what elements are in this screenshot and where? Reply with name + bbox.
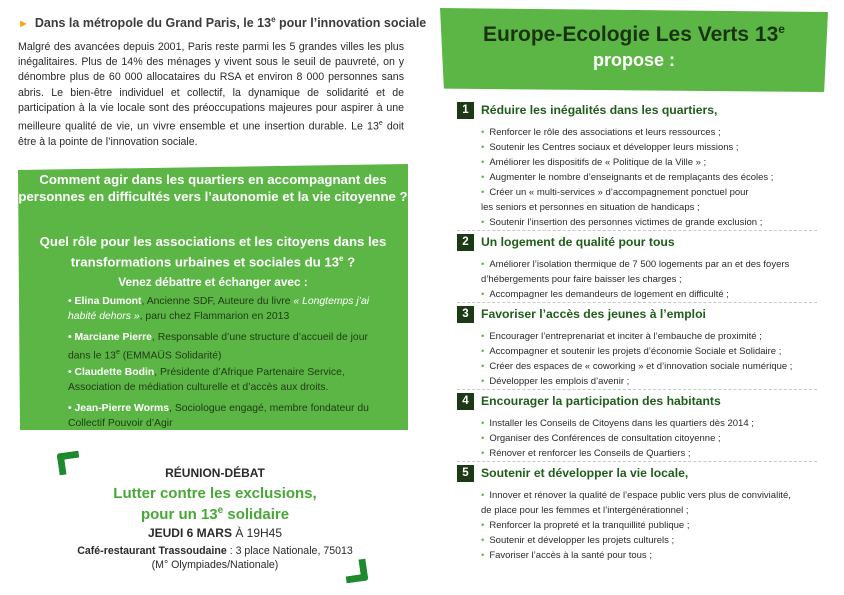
- guest-elina-dumont: [68, 295, 388, 324]
- guest-jean-pierre-worms: [68, 402, 388, 431]
- event-venue-address: : 3 place Nationale, 75013: [226, 545, 353, 557]
- guest-name: • Claudette Bodin: [68, 367, 155, 378]
- section-4-title: Encourager la participation des habitants: [481, 394, 721, 408]
- event-date-time: À 19H45: [231, 526, 283, 540]
- event-address: [60, 545, 370, 559]
- intro-body-part-1: Malgré des avancées depuis 2001, Paris reste parmi les 5 grandes villes les plus inégalitaires. Plus de 14% des ménages y vivent sous le seuil de pauvreté, on y dénombre plus de 60 000 allocataires du RSA et environ 8 000 personnes sans abris. Le bien-être individuel et collectif, la dynamique de solidarité et de participation à la vie locale sont des préoccupations majeures pour aspirer à une meilleure qualité de vie, un vivre ensemble et une insertion durable. Le 13: [18, 41, 404, 133]
- triangle-bullet-icon: ►: [18, 18, 29, 31]
- section-divider: [457, 302, 817, 303]
- event-title-sup: e: [217, 505, 224, 516]
- question-1: Comment agir dans les quartiers en accompagnant des personnes en difficultés vers l’autonomie et la vie citoyenne ?: [18, 172, 408, 204]
- list-item-text: Soutenir l’insertion des personnes victimes de grande exclusion ;: [489, 217, 763, 228]
- list-item-text: Encourager l’entreprenariat et inciter à l’embauche de proximité ;: [489, 331, 762, 342]
- list-item: • Créer des espaces de « coworking » et d’innovation sociale numérique ;: [481, 361, 793, 372]
- list-item: • Améliorer les dispositifs de « Politique de la Ville » ;: [481, 157, 707, 168]
- guest-name: • Elina Dumont: [68, 296, 142, 307]
- list-item: • Rénover et renforcer les Conseils de Quartiers ;: [481, 448, 691, 459]
- list-item: • Soutenir les Centres sociaux et développer leurs missions ;: [481, 142, 739, 153]
- section-3-number: 3: [457, 306, 474, 323]
- list-item-text: Créer des espaces de « coworking » et d’innovation sociale numérique ;: [489, 361, 793, 372]
- list-item-text: Accompagner les demandeurs de logement en difficulté ;: [489, 289, 729, 300]
- section-divider: [457, 461, 817, 462]
- guest-name: • Jean-Pierre Worms: [68, 403, 170, 414]
- list-item-text: Installer les Conseils de Citoyens dans les quartiers dès 2014 ;: [489, 418, 754, 429]
- event-title: [60, 485, 370, 523]
- list-item: • Innover et rénover la qualité de l’espace public vers plus de convivialité,: [481, 490, 791, 501]
- list-item: • Créer un « multi-services » d’accompagnement ponctuel pour: [481, 187, 749, 198]
- list-item-text: Renforcer le rôle des associations et leurs ressources ;: [489, 127, 721, 138]
- event-title-line-2: [60, 502, 370, 523]
- list-item-text: Créer un « multi-services » d’accompagnement ponctuel pour: [489, 187, 749, 198]
- guest-book-title: « Longtemps j’ai habité dehors »: [68, 296, 370, 322]
- event-type: RÉUNION-DÉBAT: [165, 466, 265, 480]
- section-4-number: 4: [457, 393, 474, 410]
- section-divider: [457, 230, 817, 231]
- list-item: • Accompagner et soutenir les projets d’économie Sociale et Solidaire ;: [481, 346, 782, 357]
- list-item-continuation: d’hébergements pour faire baisser les charges ;: [481, 274, 682, 285]
- question-2-end: ?: [343, 253, 356, 269]
- list-item: • Améliorer l’isolation thermique de 7 500 logements par an et des foyers: [481, 259, 790, 270]
- list-item-text: Favoriser l’accès à la santé pour tous ;: [489, 550, 652, 561]
- guest-desc: , Sociologue engagé, membre fondateur du Collectif Pouvoir d’Agir: [68, 403, 369, 429]
- section-1-number: 1: [457, 102, 474, 119]
- guest-desc-end: , paru chez Flammarion en 2013: [139, 310, 290, 322]
- event-title-line-1: Lutter contre les exclusions,: [113, 485, 317, 502]
- list-item: • Développer les emplois d’avenir ;: [481, 376, 630, 387]
- list-item-text: Accompagner et soutenir les projets d’économie Sociale et Solidaire ;: [489, 346, 782, 357]
- list-item: • Accompagner les demandeurs de logement en difficulté ;: [481, 289, 729, 300]
- list-item-continuation: les seniors et personnes en situation de handicaps ;: [481, 202, 700, 213]
- list-item-text: Innover et rénover la qualité de l’espace public vers plus de convivialité,: [489, 490, 791, 501]
- guest-name: • Marciane Pierre: [68, 332, 152, 343]
- guest-desc: , Ancienne SDF, Auteure du livre: [141, 296, 294, 307]
- guest-desc: , Responsable d’une structure d’accueil de jour dans le 13: [68, 332, 368, 361]
- event-date-day: JEUDI 6 MARS: [147, 526, 232, 540]
- event-place: [60, 545, 370, 572]
- event-date: [60, 526, 370, 540]
- section-5-title: Soutenir et développer la vie locale,: [481, 466, 689, 480]
- list-item: • Renforcer la propreté et la tranquillité publique ;: [481, 520, 690, 531]
- party-title: [440, 22, 828, 47]
- party-title-sup: e: [778, 22, 785, 36]
- section-1-title: Réduire les inégalités dans les quartiers,: [481, 103, 718, 117]
- section-2-title: Un logement de qualité pour tous: [481, 235, 675, 249]
- intro-heading-sup: e: [271, 15, 276, 24]
- event-title-line-2-end: solidaire: [223, 506, 290, 523]
- list-item: • Installer les Conseils de Citoyens dans les quartiers dès 2014 ;: [481, 418, 754, 429]
- list-item: • Organiser des Conférences de consultation citoyenne ;: [481, 433, 721, 444]
- intro-heading-text-end: pour l’innovation sociale: [275, 16, 427, 31]
- list-item: • Favoriser l’accès à la santé pour tous ;: [481, 550, 652, 561]
- event-metro: (M° Olympiades/Nationale): [151, 558, 279, 571]
- question-2: [18, 234, 408, 270]
- list-item-text: Améliorer l’isolation thermique de 7 500 logements par an et des foyers: [489, 259, 790, 270]
- intro-body-sup: e: [378, 120, 383, 128]
- intro-heading-text: Dans la métropole du Grand Paris, le 13: [34, 16, 272, 31]
- question-2-text: Quel rôle pour les associations et les citoyens dans les transformations urbaines et sociales du 13: [39, 234, 387, 269]
- section-divider: [457, 389, 817, 390]
- list-item: • Soutenir l’insertion des personnes victimes de grande exclusion ;: [481, 217, 763, 228]
- venez-debattre-heading: Venez débattre et échanger avec :: [118, 275, 308, 289]
- list-item: • Augmenter le nombre d’enseignants et de remplaçants des écoles ;: [481, 172, 774, 183]
- guest-desc: , Présidente d’Afrique Partenaire Service, Association de médiation culturelle et d’accès aux droits.: [68, 367, 345, 393]
- list-item-text: Renforcer la propreté et la tranquillité publique ;: [489, 520, 690, 531]
- intro-heading: [18, 15, 427, 31]
- event-title-line-2-text: pour un 13: [140, 506, 218, 523]
- section-5-number: 5: [457, 465, 474, 482]
- list-item-text: Augmenter le nombre d’enseignants et de remplaçants des écoles ;: [489, 172, 774, 183]
- section-2-number: 2: [457, 234, 474, 251]
- list-item: • Encourager l’entreprenariat et inciter à l’embauche de proximité ;: [481, 331, 762, 342]
- list-item-text: Développer les emplois d’avenir ;: [489, 376, 630, 387]
- section-3-title: Favoriser l’accès des jeunes à l’emploi: [481, 307, 706, 321]
- party-title-text: Europe-Ecologie Les Verts 13: [483, 23, 779, 46]
- list-item-text: Organiser des Conférences de consultation citoyenne ;: [489, 433, 721, 444]
- intro-paragraph: [18, 40, 404, 150]
- guest-desc-end: (EMMAÜS Solidarité): [119, 349, 222, 361]
- guest-marciane-pierre: [68, 331, 388, 363]
- event-venue-name: Café-restaurant Trassoudaine: [77, 545, 227, 557]
- propose-subtitle: propose :: [592, 50, 675, 70]
- guest-claudette-bodin: [68, 366, 388, 395]
- list-item-text: Améliorer les dispositifs de « Politique de la Ville » ;: [489, 157, 707, 168]
- intro-body-part-2: doit être à la pointe de l’innovation sociale.: [18, 120, 404, 148]
- list-item-text: Rénover et renforcer les Conseils de Quartiers ;: [489, 448, 691, 459]
- list-item-continuation: de place pour les femmes et l’intergénérationnel ;: [481, 505, 689, 516]
- list-item-text: Soutenir et développer les projets culturels ;: [489, 535, 675, 546]
- list-item: • Soutenir et développer les projets culturels ;: [481, 535, 675, 546]
- question-2-sup: e: [339, 253, 344, 263]
- list-item: • Renforcer le rôle des associations et leurs ressources ;: [481, 127, 721, 138]
- guest-sup: e: [115, 348, 120, 356]
- list-item-text: Soutenir les Centres sociaux et développer leurs missions ;: [489, 142, 739, 153]
